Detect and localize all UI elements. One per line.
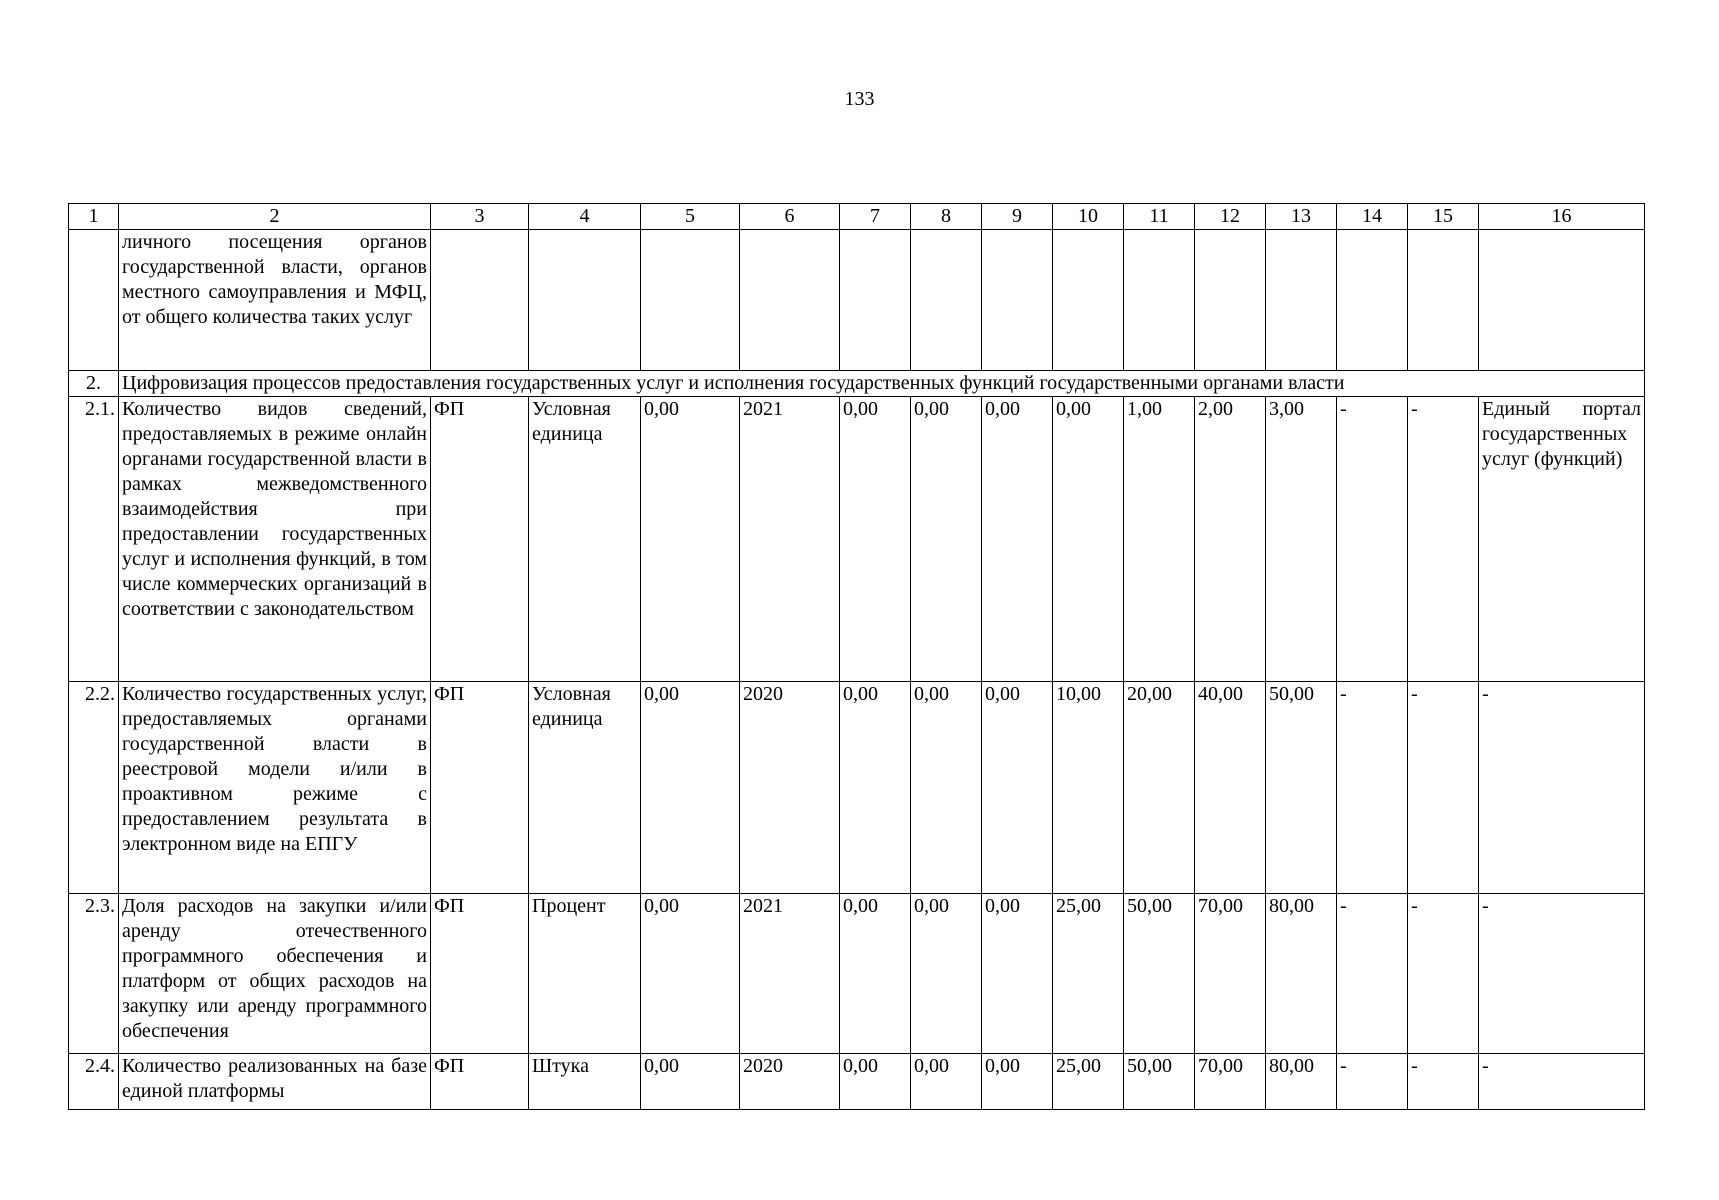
row-number: 2.3. [69,894,119,1054]
value-cell: 0,00 [911,397,982,682]
value-cell: - [1408,397,1479,682]
base-year: 2020 [740,682,840,894]
value-cell: 80,00 [1266,894,1337,1054]
col-header: 13 [1266,204,1337,230]
section-title: Цифровизация процессов предоставления государственных услуг и исполнения государственных функций государственными органами власти [119,371,1645,397]
value-cell: - [1337,894,1408,1054]
col-header: 2 [119,204,431,230]
indicator-type: ФП [431,682,529,894]
data-source: Единый портал государственных услуг (функций) [1479,397,1645,682]
value-cell: 10,00 [1053,682,1124,894]
value-cell: 0,00 [840,682,911,894]
value-cell: 80,00 [1266,1054,1337,1110]
value-cell: 0,00 [911,682,982,894]
row-number: 2.4. [69,1054,119,1110]
table-row [69,397,1645,682]
value-cell: 25,00 [1053,1054,1124,1110]
col-header: 16 [1479,204,1645,230]
value-cell: - [1408,682,1479,894]
row-number: 2.1. [69,397,119,682]
value-cell: 0,00 [840,894,911,1054]
col-header: 6 [740,204,840,230]
row-number: 2.2. [69,682,119,894]
data-source: - [1479,894,1645,1054]
indicators-table [68,203,1645,1110]
value-cell: 70,00 [1195,1054,1266,1110]
base-value: 0,00 [641,894,740,1054]
col-header: 14 [1337,204,1408,230]
col-header: 5 [641,204,740,230]
value-cell: 0,00 [911,1054,982,1110]
value-cell: - [1337,1054,1408,1110]
value-cell: - [1337,397,1408,682]
value-cell: - [1337,682,1408,894]
base-year: 2021 [740,397,840,682]
value-cell: 1,00 [1124,397,1195,682]
value-cell: 0,00 [982,894,1053,1054]
col-header: 15 [1408,204,1479,230]
continuation-text: личного посещения органов государственной власти, органов местного самоуправления и МФЦ, от общего количества таких услуг [119,230,431,371]
value-cell: 50,00 [1124,1054,1195,1110]
continuation-row [69,230,1645,371]
value-cell: 0,00 [840,1054,911,1110]
table-row [69,682,1645,894]
value-cell: 3,00 [1266,397,1337,682]
table-row [69,894,1645,1054]
value-cell: 50,00 [1266,682,1337,894]
value-cell: 0,00 [911,894,982,1054]
col-header: 11 [1124,204,1195,230]
indicator-type: ФП [431,397,529,682]
base-year: 2021 [740,894,840,1054]
base-year: 2020 [740,1054,840,1110]
value-cell: 20,00 [1124,682,1195,894]
value-cell: 50,00 [1124,894,1195,1054]
unit: Условная единица [529,682,641,894]
value-cell: 0,00 [1053,397,1124,682]
indicator-name: Доля расходов на закупки и/или аренду отечественного программного обеспечения и платформ от общих расходов на закупку или аренду программного обеспечения [119,894,431,1054]
table-row [69,1054,1645,1110]
unit: Условная единица [529,397,641,682]
col-header: 3 [431,204,529,230]
col-header: 9 [982,204,1053,230]
value-cell: - [1408,1054,1479,1110]
data-source: - [1479,1054,1645,1110]
indicator-name: Количество видов сведений, предоставляемых в режиме онлайн органами государственной власти в рамках межведомственного взаимодействия при предоставлении государственных услуг и исполнения функций, в том числе коммерческих организаций в соответствии с законодательством [119,397,431,682]
col-header: 12 [1195,204,1266,230]
indicator-name: Количество государственных услуг, предоставляемых органами государственной власти в реестровой модели и/или в проактивном режиме с предоставлением результата в электронном виде на ЕПГУ [119,682,431,894]
value-cell: 0,00 [840,397,911,682]
section-number: 2. [69,371,119,397]
indicator-name: Количество реализованных на базе единой платформы [119,1054,431,1110]
base-value: 0,00 [641,682,740,894]
value-cell: 2,00 [1195,397,1266,682]
value-cell: 0,00 [982,397,1053,682]
data-source: - [1479,682,1645,894]
indicator-type: ФП [431,894,529,1054]
value-cell: 70,00 [1195,894,1266,1054]
indicator-type: ФП [431,1054,529,1110]
unit: Процент [529,894,641,1054]
value-cell: 0,00 [982,682,1053,894]
base-value: 0,00 [641,397,740,682]
unit: Штука [529,1054,641,1110]
col-header: 4 [529,204,641,230]
col-header: 8 [911,204,982,230]
value-cell: - [1408,894,1479,1054]
col-header: 1 [69,204,119,230]
col-header: 10 [1053,204,1124,230]
section-row [69,371,1645,397]
column-numbers-row [69,204,1645,230]
col-header: 7 [840,204,911,230]
base-value: 0,00 [641,1054,740,1110]
page-number: 133 [844,88,875,110]
value-cell: 0,00 [982,1054,1053,1110]
value-cell: 25,00 [1053,894,1124,1054]
value-cell: 40,00 [1195,682,1266,894]
